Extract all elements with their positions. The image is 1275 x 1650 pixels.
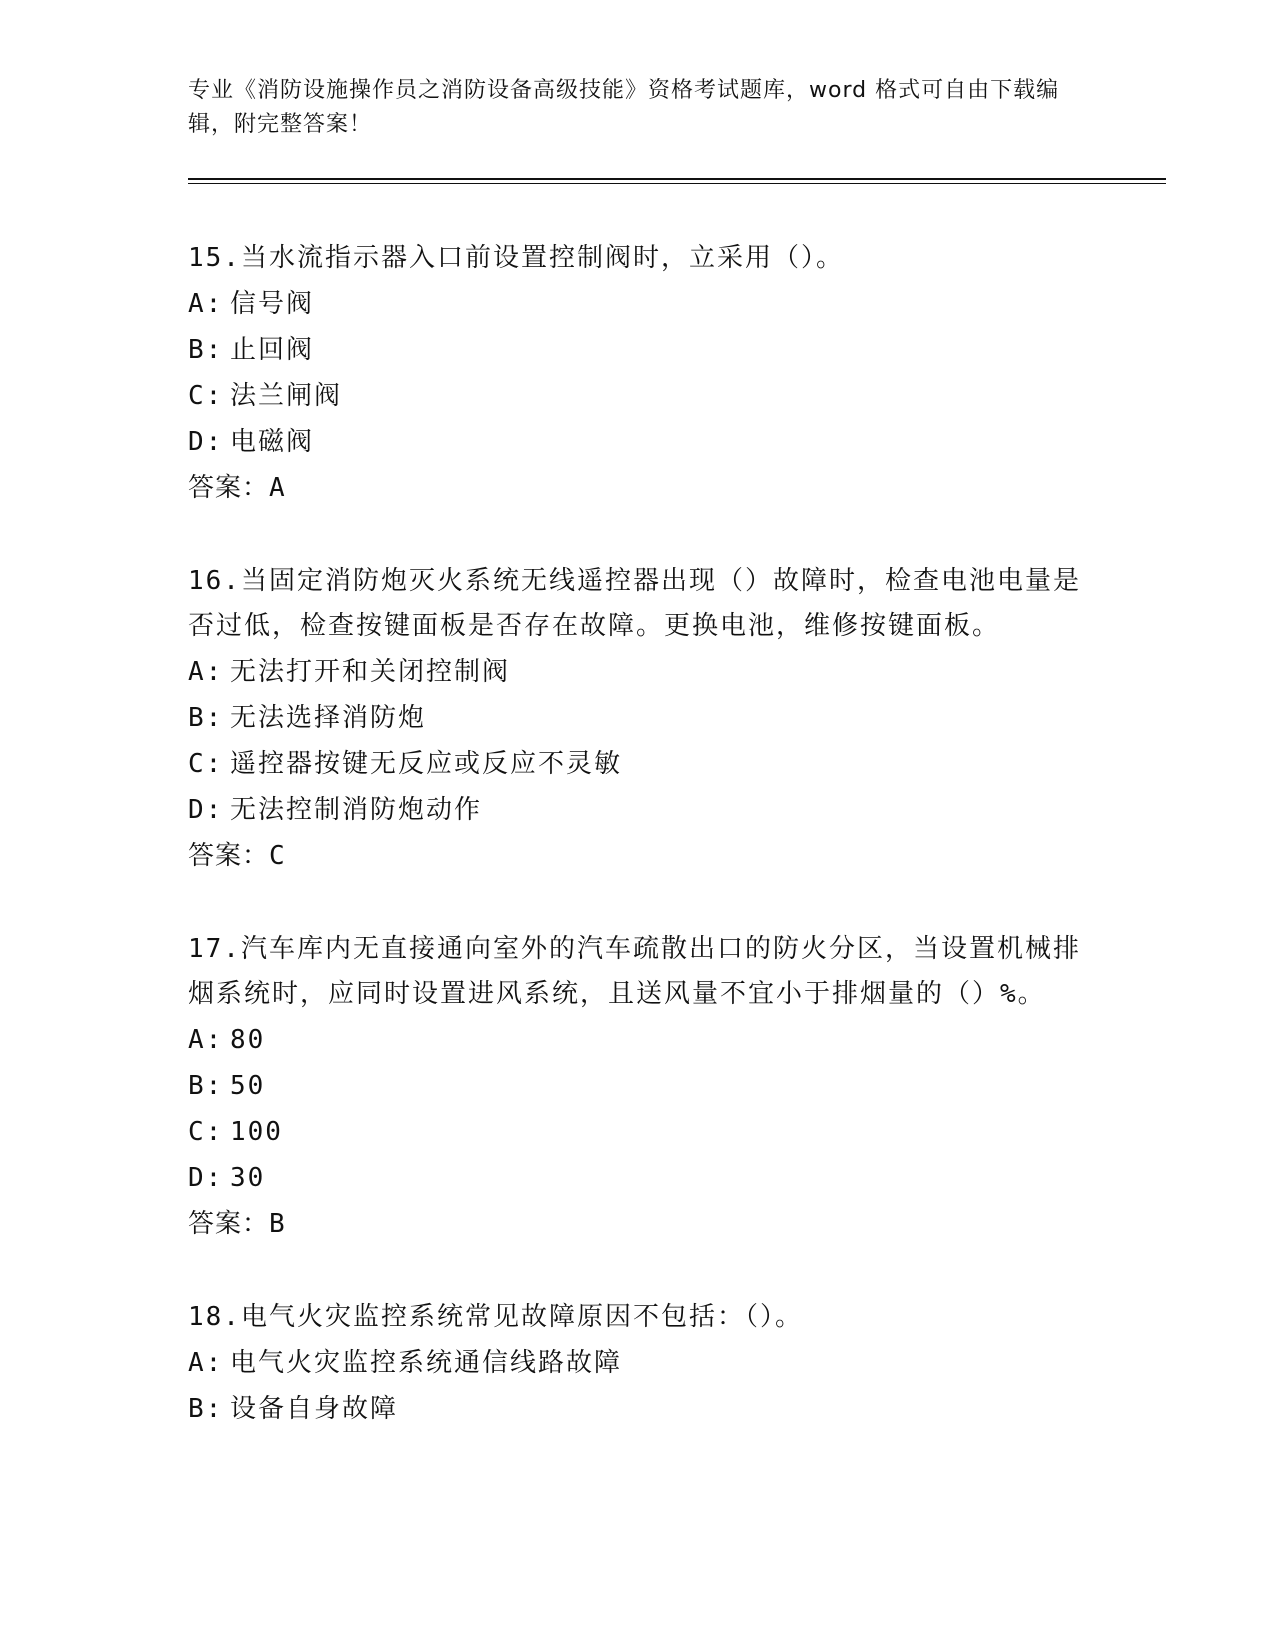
option-letter: C:	[188, 1117, 224, 1147]
option-text: 30	[230, 1163, 266, 1193]
question-15	[188, 236, 1088, 511]
question-stem: 当水流指示器入口前设置控制阀时，立采用（）。	[240, 243, 844, 273]
option-letter: B:	[188, 1071, 224, 1101]
option-letter: A:	[188, 657, 224, 687]
answer-value: C	[269, 841, 286, 871]
option-c	[188, 1109, 1088, 1155]
option-text: 50	[230, 1071, 266, 1101]
answer-label: 答案：	[188, 841, 270, 871]
option-letter: D:	[188, 427, 224, 457]
option-b	[188, 1063, 1088, 1109]
option-text: 电气火灾监控系统通信线路故障	[230, 1348, 623, 1378]
answer-line	[188, 833, 1088, 879]
question-number: 16.	[188, 566, 241, 596]
option-text: 法兰闸阀	[230, 381, 343, 411]
option-b	[188, 695, 1088, 741]
option-text: 止回阀	[230, 335, 315, 365]
option-text: 电磁阀	[230, 427, 315, 457]
option-letter: A:	[188, 289, 224, 319]
answer-value: B	[269, 1209, 286, 1239]
option-letter: C:	[188, 749, 224, 779]
answer-label: 答案：	[188, 1209, 270, 1239]
option-a	[188, 1017, 1088, 1063]
option-c	[188, 741, 1088, 787]
question-text	[188, 1295, 1088, 1340]
option-letter: B:	[188, 335, 224, 365]
option-text: 遥控器按键无反应或反应不灵敏	[230, 749, 623, 779]
option-d	[188, 787, 1088, 833]
option-text: 80	[230, 1025, 266, 1055]
option-a	[188, 1340, 1088, 1386]
option-a	[188, 649, 1088, 695]
option-text: 无法选择消防炮	[230, 703, 427, 733]
option-b	[188, 1386, 1088, 1432]
question-number: 17.	[188, 934, 241, 964]
question-number: 18.	[188, 1302, 241, 1332]
answer-value: A	[269, 473, 286, 503]
option-text: 无法打开和关闭控制阀	[230, 657, 511, 687]
document-header: 专业《消防设施操作员之消防设备高级技能》资格考试题库，word 格式可自由下载编辑，附完整答案！	[188, 78, 1060, 137]
option-text: 无法控制消防炮动作	[230, 795, 483, 825]
option-letter: A:	[188, 1025, 224, 1055]
option-letter: A:	[188, 1348, 224, 1378]
question-stem: 汽车库内无直接通向室外的汽车疏散出口的防火分区，当设置机械排烟系统时，应同时设置进风系统，且送风量不宜小于排烟量的（）%。	[188, 934, 1081, 1009]
answer-label: 答案：	[188, 473, 270, 503]
question-17	[188, 927, 1088, 1247]
option-text: 设备自身故障	[230, 1394, 399, 1424]
header-rule-thin	[188, 183, 1166, 184]
question-text	[188, 927, 1088, 1017]
question-number: 15.	[188, 243, 241, 273]
answer-line	[188, 465, 1088, 511]
option-b	[188, 327, 1088, 373]
option-d	[188, 419, 1088, 465]
option-text: 100	[230, 1117, 283, 1147]
option-letter: C:	[188, 381, 224, 411]
option-letter: B:	[188, 1394, 224, 1424]
question-list	[188, 236, 1088, 1480]
question-text	[188, 236, 1088, 281]
question-stem: 当固定消防炮灭火系统无线遥控器出现（）故障时，检查电池电量是否过低，检查按键面板是否存在故障。更换电池，维修按键面板。	[188, 566, 1081, 641]
option-a	[188, 281, 1088, 327]
option-letter: D:	[188, 795, 224, 825]
header-rule-thick	[188, 178, 1166, 180]
question-16	[188, 559, 1088, 879]
option-text: 信号阀	[230, 289, 315, 319]
option-c	[188, 373, 1088, 419]
option-d	[188, 1155, 1088, 1201]
question-18	[188, 1295, 1088, 1432]
question-text	[188, 559, 1088, 649]
question-stem: 电气火灾监控系统常见故障原因不包括：（）。	[240, 1302, 803, 1332]
answer-line	[188, 1201, 1088, 1247]
option-letter: B:	[188, 703, 224, 733]
option-letter: D:	[188, 1163, 224, 1193]
